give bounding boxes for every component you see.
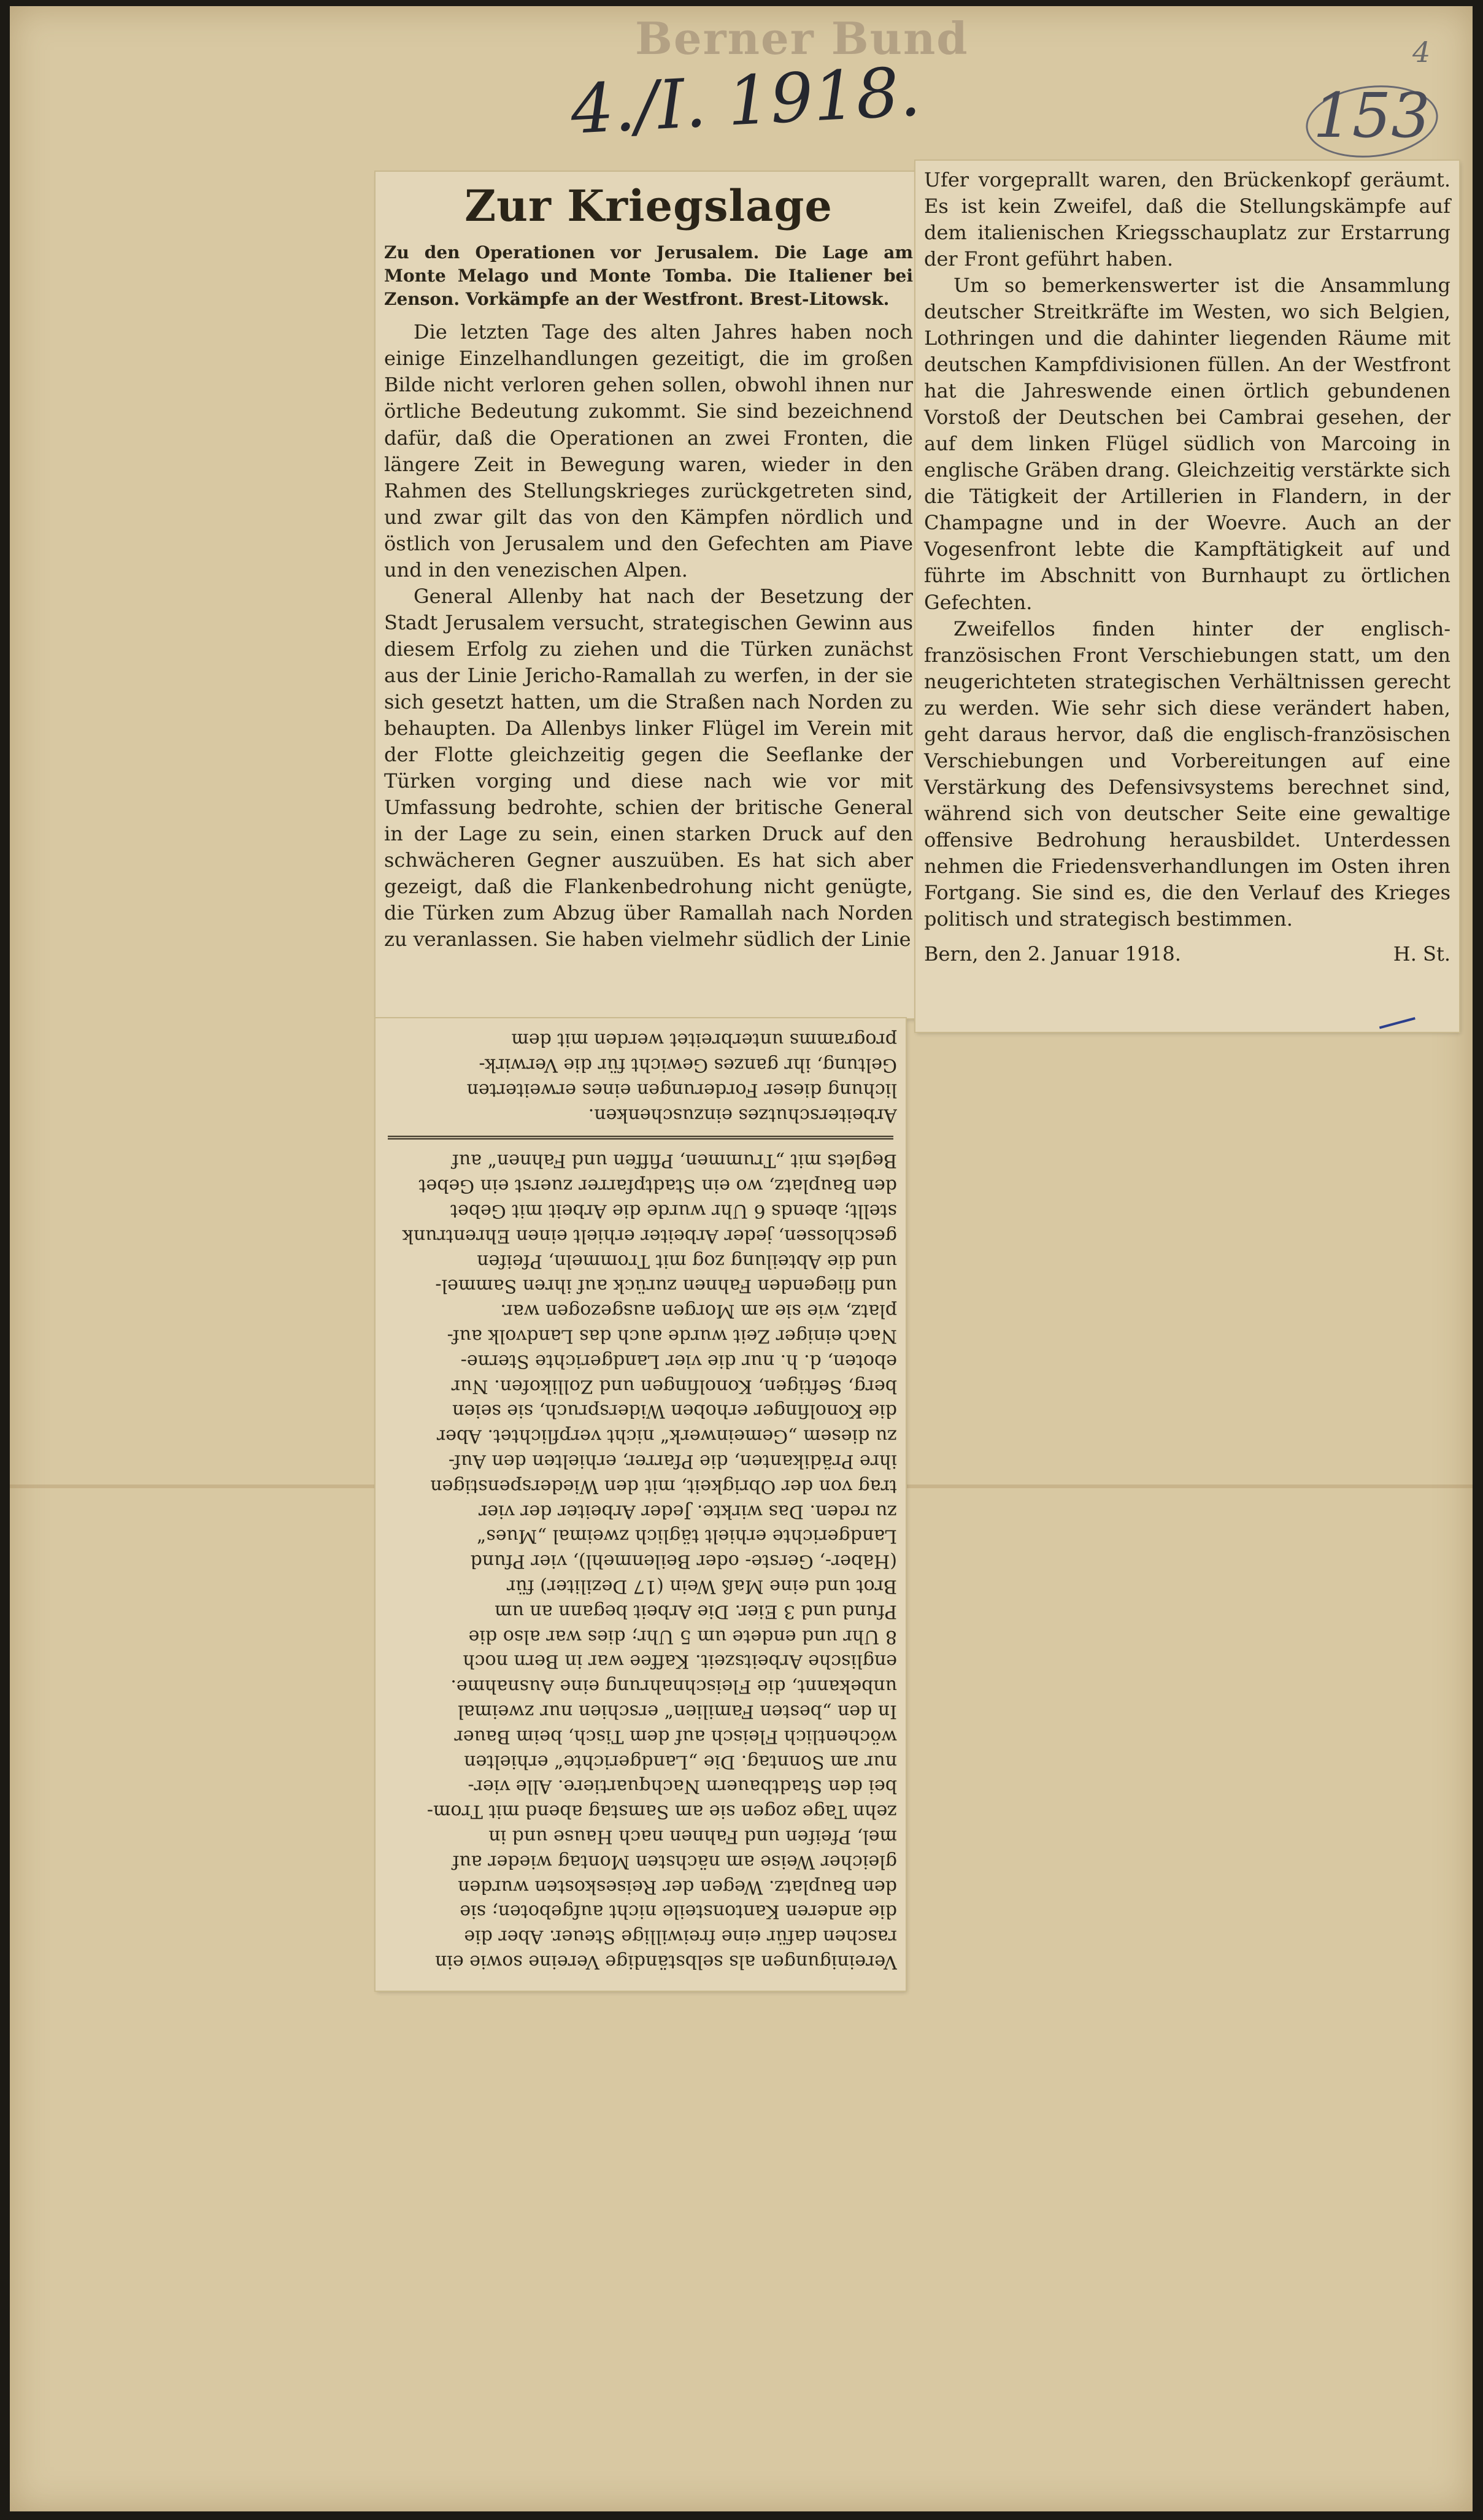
inverted-text-line: unbekannt, die Fleischnahrung eine Ausnahme. bbox=[450, 1675, 897, 1697]
inverted-text-line: Landgerichte erhielt täglich zweimal „Mues“ bbox=[476, 1525, 897, 1547]
signature-line bbox=[924, 941, 1450, 967]
inverted-text-line: lichung dieser Forderungen eines erweiterten bbox=[466, 1079, 897, 1101]
inverted-text-line: (Haber-, Gerste- oder Beilenmehl), vier Pfund bbox=[470, 1550, 897, 1572]
inverted-text-line: gleicher Weise am nächsten Montag wieder auf bbox=[452, 1851, 897, 1873]
inverted-text-line: und die Abteilung zog mit Trommeln, Pfeifen bbox=[477, 1250, 897, 1272]
paragraph: General Allenby hat nach der Besetzung der Stadt Jerusalem versucht, strategischen Gewinn aus diesem Erfolg zu ziehen und die Türken zunächst aus der Linie Jericho-Ramallah zu werfen, in der sie sich gesetzt hatten, um die Straßen nach Norden zu behaupten. Da Allenbys linker Flügel im Verein mit der Flotte gleichzeitig gegen die Seeflanke der Türken vorging und diese nach wie vor mit Umfassung bedrohte, schien der britische General in der Lage zu sein, einen starken Druck auf den schwächeren Gegner auszuüben. Es hat sich aber gezeigt, daß die Flankenbedrohung nicht genügte, die Türken zum Abzug über Ramallah nach Norden zu veranlassen. Sie haben vielmehr südlich der Linie bbox=[384, 584, 913, 951]
inverted-text-line: zu reden. Das wirkte. Jeder Arbeiter der vier bbox=[479, 1500, 897, 1523]
inverted-clipping bbox=[376, 1018, 906, 1991]
inverted-text-line: eboten, d. h. nur die vier Landgerichte Sterne- bbox=[460, 1350, 897, 1372]
inverted-text-line: 8 Uhr und endete um 5 Uhr; dies war also die bbox=[468, 1626, 897, 1648]
inverted-text-line: den Bauplatz. Wegen der Reiseskosten wurden bbox=[458, 1876, 897, 1898]
inverted-text-line: Arbeiterschutzes einzuschenken. bbox=[588, 1104, 897, 1126]
inverted-text-block bbox=[384, 1027, 897, 1973]
clipping-column-2 bbox=[915, 161, 1459, 1032]
article-body-col1 bbox=[384, 319, 913, 953]
handwritten-date: 4./I. 1918. bbox=[569, 52, 923, 149]
inverted-text-line: zu diesem „Gemeinwerk“ nicht verpflichtet. Aber bbox=[436, 1425, 897, 1447]
paragraph: Um so bemerkenswerter ist die Ansammlung deutscher Streitkräfte im Westen, wo sich Belgien, Lothringen und die dahinter liegenden Räume mit deutschen Kampfdivisionen füllen. An der Westfront hat die Jahreswende einen örtlich gebundenen Vorstoß der Deutschen bei Cambrai gesehen, der auf dem linken Flügel südlich von Marcoing in englische Gräben drang. Gleichzeitig verstärkte sich die Tätigkeit der Artillerien in Flandern, in der Champagne und in der Woevre. Auch an der Vogesenfront lebte die Kampftätigkeit auf und führte im Abschnitt von Burnhaupt zu örtlichen Gefechten. bbox=[924, 274, 1450, 614]
article-subhead: Zu den Operationen vor Jerusalem. Die Lage am Monte Melago und Monte Tomba. Die Italiener bei Zenson. Vorkämpfe an der Westfront. Brest-Litowsk. bbox=[384, 242, 913, 309]
inverted-text-line: ihre Prädikanten, die Pfarrer, erhielten den Auf- bbox=[448, 1450, 897, 1472]
clipping-column-1 bbox=[376, 172, 922, 1018]
inverted-text-line: Geltung, ihr ganzes Gewicht für die Verwirk- bbox=[479, 1054, 897, 1076]
inverted-text-line: nur am Sonntag. Die „Landgerichte“ erhielten bbox=[464, 1751, 897, 1773]
paragraph: Zweifellos finden hinter der englisch-französischen Front Verschiebungen statt, um den neugerichteten strategischen Verhältnissen gerecht zu werden. Wie sehr sich diese verändert haben, geht daraus hervor, daß die englisch-französischen Verschiebungen und Vorbereitungen auf eine Verstärkung des Defensivsystems berechnet sind, während sich von deutscher Seite eine gewaltige offensive Bedrohung herausbildet. Unterdessen nehmen die Friedensverhandlungen im Osten ihren Fortgang. Sie sind es, die den Verlauf des Krieges politisch und strategisch bestimmen. bbox=[924, 617, 1450, 931]
corner-number: 4 bbox=[1412, 36, 1431, 69]
inverted-text-line: den Bauplatz, wo ein Stadtpfarrer zuerst ein Gebet bbox=[418, 1175, 897, 1197]
inverted-text-line: Vereinigungen als selbständige Vereine sowie ein bbox=[435, 1951, 897, 1973]
inverted-text-line: In den „besten Familien“ erschien nur zweimal bbox=[457, 1700, 897, 1723]
separator-rule bbox=[388, 1135, 893, 1139]
inverted-text-line: Pfund und 3 Eier. Die Arbeit begann an um bbox=[495, 1600, 897, 1623]
dateline: Bern, den 2. Januar 1918. bbox=[924, 942, 1181, 966]
newspaper-stamp: Berner Bund bbox=[635, 12, 969, 64]
article-headline: Zur Kriegslage bbox=[464, 180, 833, 231]
inverted-text-line: mel, Pfeifen und Fahnen nach Hause und in bbox=[488, 1826, 897, 1848]
inverted-text-line: berg, Seftigen, Konolfingen und Zollikofen. Nur bbox=[451, 1375, 897, 1397]
article-body-col2 bbox=[924, 167, 1450, 967]
inverted-text-line: raschen dafür eine freiwillige Steuer. Aber die bbox=[464, 1926, 897, 1948]
paragraph: Die letzten Tage des alten Jahres haben noch einige Einzelhandlungen gezeitigt, die im großen Bilde nicht verloren gehen sollen, obwohl ihnen nur örtliche Bedeutung zukommt. Sie sind bezeichnend dafür, daß die Operationen an zwei Fronten, die längere Zeit in Bewegung waren, wieder in den Rahmen des Stellungskrieges zurückgetreten sind, und zwar gilt das von den Kämpfen nördlich und östlich von Jerusalem und den Gefechten am Piave und in den venezischen Alpen. bbox=[384, 320, 913, 582]
inverted-text-line: wöchentlich Fleisch auf dem Tisch, beim Bauer bbox=[454, 1726, 897, 1748]
paragraph: Ufer vorgeprallt waren, den Brückenkopf geräumt. Es ist kein Zweifel, daß die Stellungskämpfe auf dem italienischen Kriegsschauplatz zur Erstarrung der Front geführt haben. bbox=[924, 168, 1450, 271]
inverted-text-line: die anderen Kantonsteile nicht aufgeboten; sie bbox=[460, 1900, 897, 1923]
inverted-text-line: Beglets mit „Trummen, Pfiffen und Fahnen“ auf bbox=[452, 1150, 897, 1172]
inverted-text-line: platz, wie sie am Morgen ausgezogen war. bbox=[500, 1300, 897, 1322]
inverted-text-line: zehn Tage zogen sie am Samstag abend mit Trom- bbox=[426, 1800, 897, 1823]
inverted-text-line: stellt; abends 6 Uhr wurde die Arbeit mit Gebet bbox=[450, 1200, 897, 1222]
author-signature: H. St. bbox=[1393, 942, 1450, 966]
inverted-text-line: trag von der Obrigkeit, mit den Wiederspenstigen bbox=[430, 1475, 897, 1497]
inverted-text-line: geschlossen, jeder Arbeiter erhielt einen Ehrentrunk bbox=[402, 1225, 897, 1247]
inverted-text-line: Brot und eine Maß Wein (17 Deziliter) für bbox=[506, 1575, 897, 1597]
inverted-text-line: englische Arbeitszeit. Kaffee war in Bern noch bbox=[463, 1650, 897, 1672]
inverted-text-line: die Konolfinger erhoben Widerspruch, sie seien bbox=[452, 1400, 897, 1422]
inverted-text-line: programms unterbreitet werden mit dem bbox=[511, 1029, 897, 1051]
inverted-text-line: und fliegenden Fahnen zurück auf ihren Sammel- bbox=[435, 1275, 897, 1297]
inverted-text-line: bei den Stadtbauern Nachquartiere. Alle vier- bbox=[468, 1775, 897, 1797]
folio-number: 153 bbox=[1313, 80, 1430, 152]
inverted-text-line: Nach einiger Zeit wurde auch das Landvolk auf- bbox=[447, 1325, 897, 1347]
